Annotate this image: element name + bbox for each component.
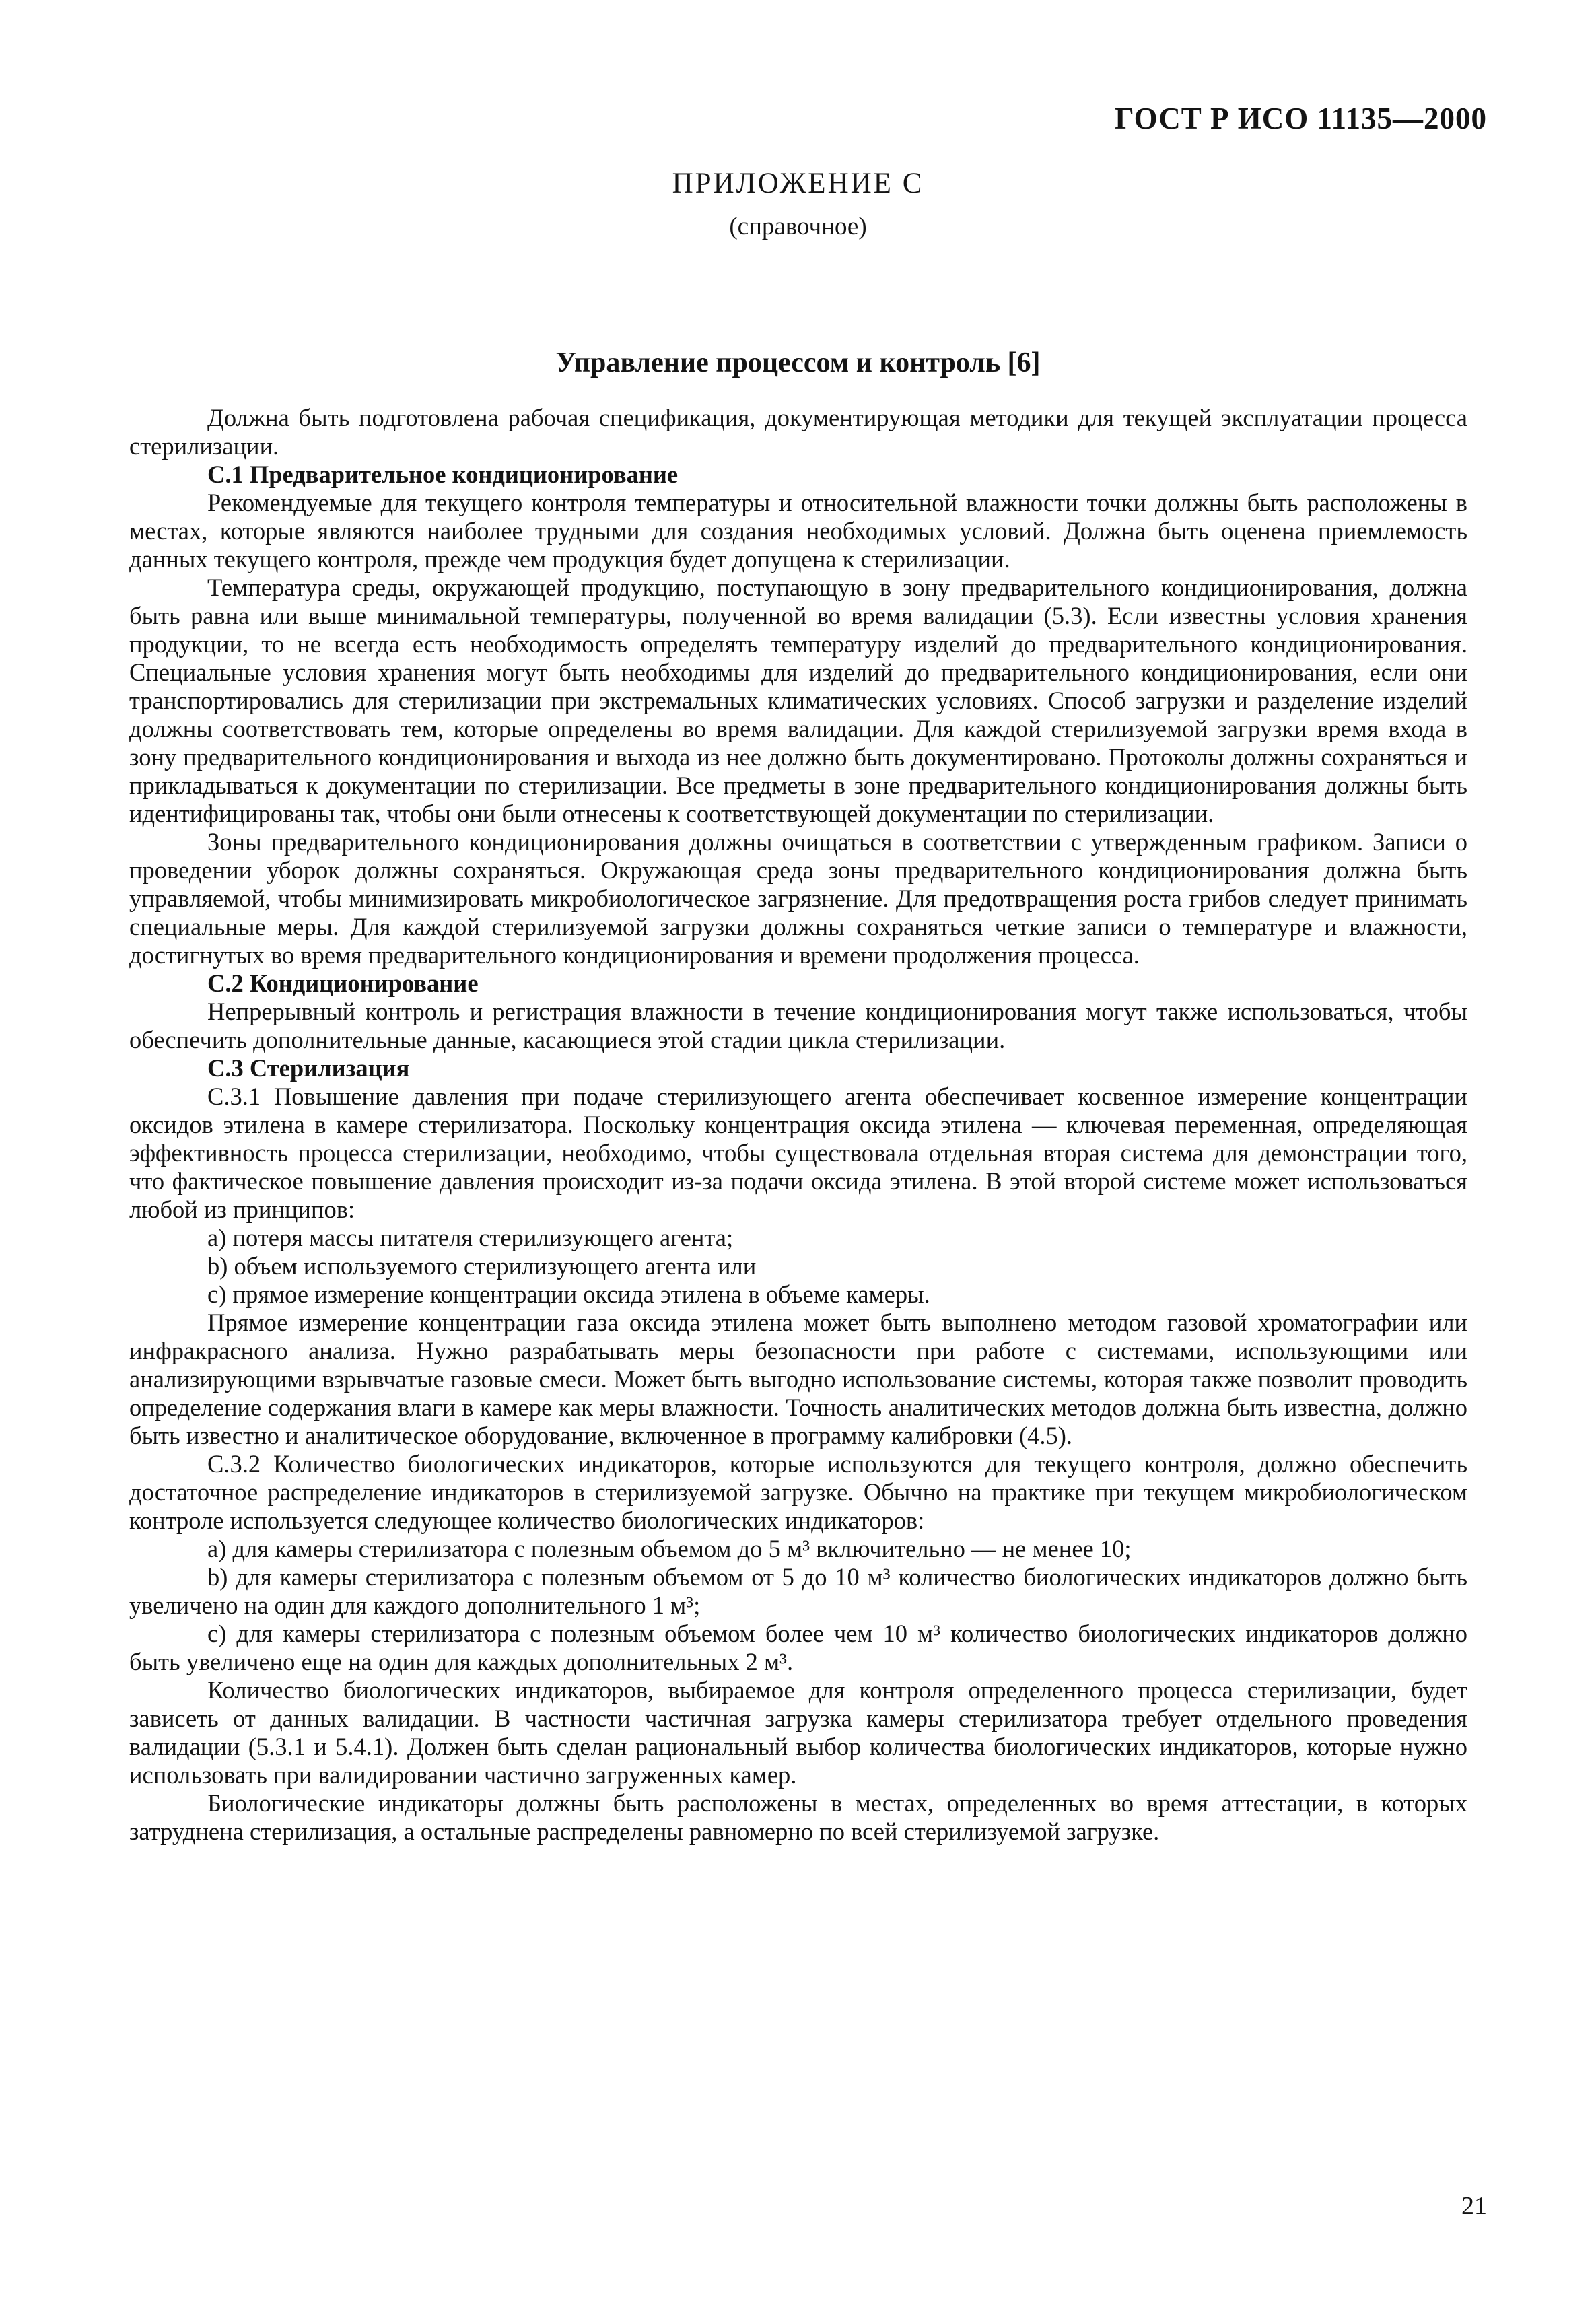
list-item: a) потеря массы питателя стерилизующего агента; [207,1224,734,1251]
list-item: c) прямое измерение концентрации оксида этилена в объеме камеры. [207,1280,930,1308]
list-item: b) для камеры стерилизатора с полезным объемом от 5 до 10 м³ количество биологических индикаторов должно быть увеличено на один для каждого дополнительного 1 м³; [129,1563,1467,1619]
list-item: a) для камеры стерилизатора с полезным объемом до 5 м³ включительно — не менее 10; [207,1535,1132,1562]
heading-c3: С.3 Стерилизация [207,1054,410,1082]
c3-paragraph-2: Прямое измерение концентрации газа оксида этилена может быть выполнено методом газовой хроматографии или инфракрасного анализа. Нужно разрабатывать меры безопасности при работе с системами, использующими или анализирующими взрывчатые газовые смеси. Может быть выгодно использование системы, которая также позволит проводить определение содержания влаги в камере как меры влажности. Точность аналитических методов должна быть известна, должно быть известно и аналитическое оборудование, включенное в программу калибровки (4.5). [129,1309,1467,1449]
c3-paragraph-4: Количество биологических индикаторов, выбираемое для контроля определенного процесса стерилизации, будет зависеть от данных валидации. В частности частичная загрузка камеры стерилизатора требует отдельного проведения валидации (5.3.1 и 5.4.1). Должен быть сделан рациональный выбор количества биологических индикаторов, которые нужно использовать при валидировании частично загруженных камер. [129,1676,1467,1789]
page-number: 21 [1461,2192,1487,2220]
section-title: Управление процессом и контроль [6] [555,347,1041,378]
c3-paragraph-3: С.3.2 Количество биологических индикаторов, которые используются для текущего контроля, должно обеспечить достаточное распределение индикаторов в стерилизуемой загрузке. Обычно на практике при текущем микробиологическом контроле используется следующее количество биологических индикаторов: [129,1450,1467,1534]
list-item: b) объем используемого стерилизующего агента или [207,1252,757,1280]
standard-number: ГОСТ Р ИСО 11135—2000 [1115,102,1487,135]
c3-paragraph-5: Биологические индикаторы должны быть расположены в местах, определенных во время аттестации, в которых затруднена стерилизация, а остальные распределены равномерно по всей стерилизуемой загрузке. [129,1789,1467,1845]
intro-paragraph: Должна быть подготовлена рабочая спецификация, документирующая методики для текущей эксплуатации процесса стерилизации. [129,404,1467,460]
c1-paragraph-3: Зоны предварительного кондиционирования должны очищаться в соответствии с утвержденным графиком. Записи о проведении уборок должны сохраняться. Окружающая среда зоны предварительного кондиционирования должна быть управляемой, чтобы минимизировать микробиологическое загрязнение. Для предотвращения роста грибов следует принимать специальные меры. Для каждой стерилизуемой загрузки должны сохраняться четкие записи о температуре и влажности, достигнутых во время предварительного кондиционирования и времени продолжения процесса. [129,828,1467,969]
heading-c1: С.1 Предварительное кондиционирование [207,460,679,488]
c1-paragraph-2: Температура среды, окружающей продукцию, поступающую в зону предварительного кондиционирования, должна быть равна или выше минимальной температуры, полученной во время валидации (5.3). Если известны условия хранения продукции, то не всегда есть необходимость определять температуру изделий до предварительного кондиционирования. Специальные условия хранения могут быть необходимы для изделий до предварительного кондиционирования, если они транспортировались для стерилизации при экстремальных климатических условиях. Способ загрузки и разделение изделий должны соответствовать тем, которые определены во время валидации. Для каждой стерилизуемой загрузки время входа в зону предварительного кондиционирования и выхода из нее должно быть документировано. Протоколы должны сохраняться и прикладываться к документации по стерилизации. Все предметы в зоне предварительного кондиционирования должны быть идентифицированы так, чтобы они были отнесены к соответствующей документации по стерилизации. [129,574,1467,827]
heading-c2: С.2 Кондиционирование [207,969,479,997]
annex-kind: (справочное) [729,213,867,240]
c1-paragraph-1: Рекомендуемые для текущего контроля температуры и относительной влажности точки должны быть расположены в местах, которые являются наиболее трудными для создания необходимых условий. Должна быть оценена приемлемость данных текущего контроля, прежде чем продукция будет допущена к стерилизации. [129,489,1467,573]
list-item: c) для камеры стерилизатора с полезным объемом более чем 10 м³ количество биологических индикаторов должно быть увеличено еще на один для каждых дополнительных 2 м³. [129,1620,1467,1675]
annex-label: ПРИЛОЖЕНИЕ С [672,168,924,199]
c3-paragraph-1: С.3.1 Повышение давления при подаче стерилизующего агента обеспечивает косвенное измерение концентрации оксидов этилена в камере стерилизатора. Поскольку концентрация оксида этилена — ключевая переменная, определяющая эффективность процесса стерилизации, необходимо, чтобы существовала отдельная вторая система для демонстрации того, что фактическое повышение давления происходит из-за подачи оксида этилена. В этой второй системе может использоваться любой из принципов: [129,1082,1467,1223]
c2-paragraph-1: Непрерывный контроль и регистрация влажности в течение кондиционирования могут также использоваться, чтобы обеспечить дополнительные данные, касающиеся этой стадии цикла стерилизации. [129,998,1467,1053]
document-body [129,404,1467,1846]
